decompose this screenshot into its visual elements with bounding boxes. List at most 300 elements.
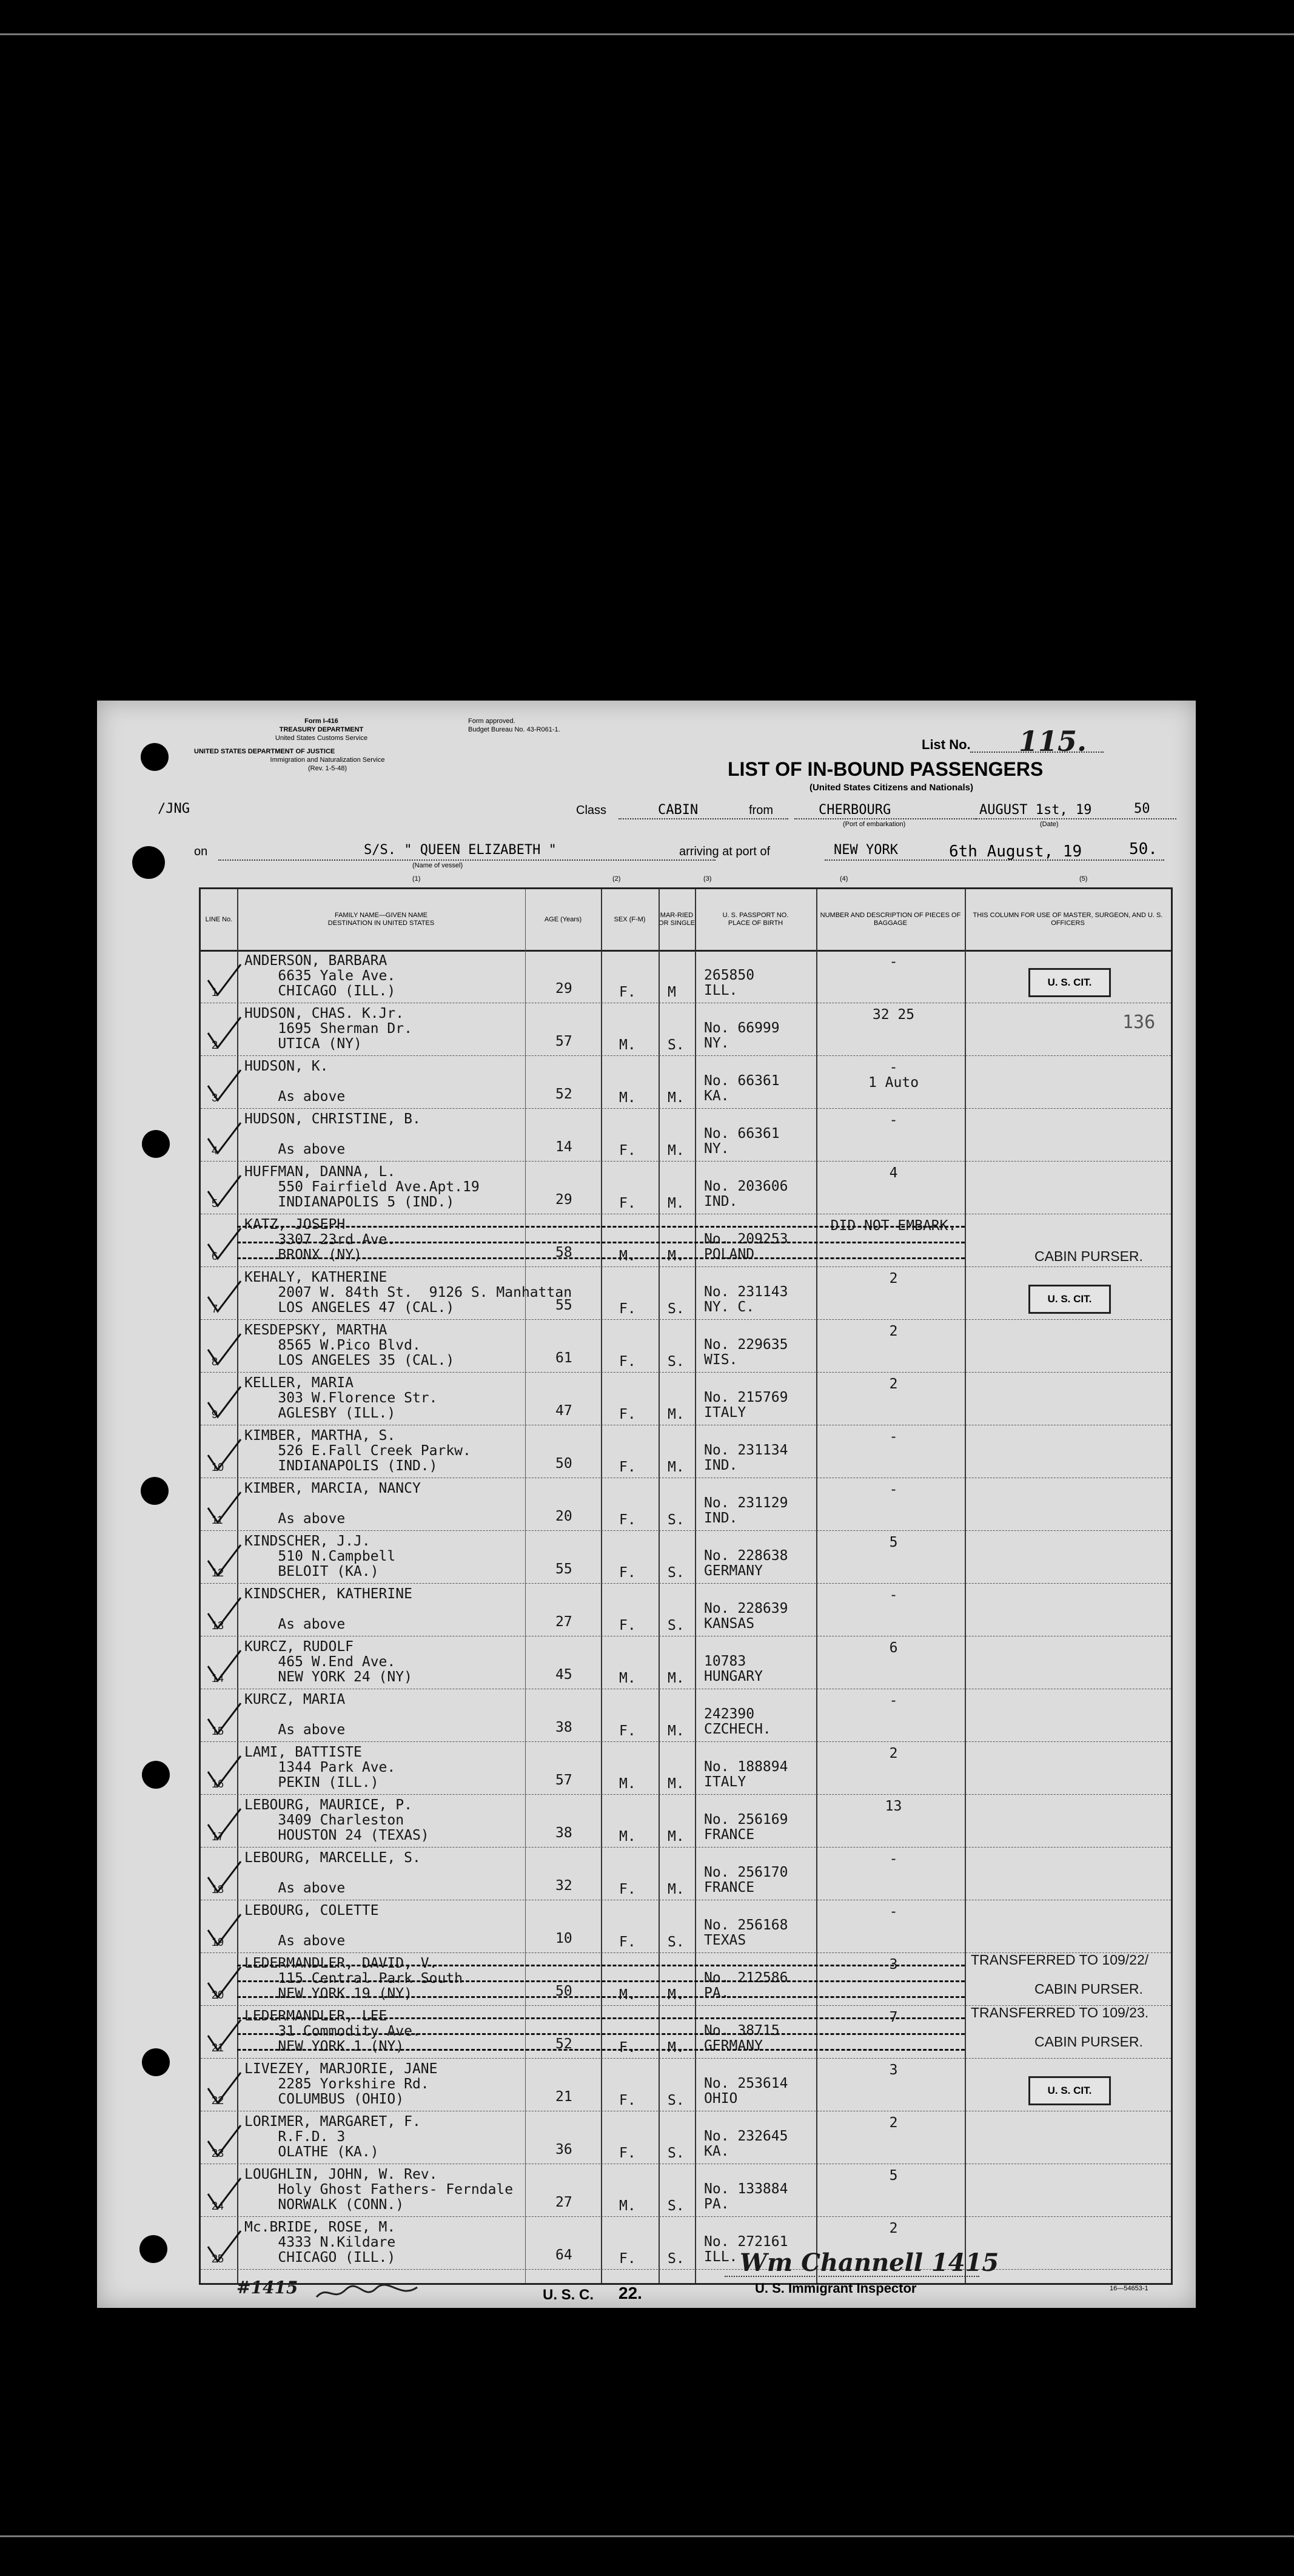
line-number: 8 bbox=[212, 1356, 218, 1368]
list-no-label: List No. bbox=[922, 737, 971, 752]
marital-cell: M. bbox=[668, 1143, 685, 1159]
us-citizen-stamp: U. S. CIT. bbox=[1028, 968, 1111, 997]
passenger-name-address: ANDERSON, BARBARA 6635 Yale Ave. CHICAGO (ILL.) bbox=[244, 953, 396, 999]
passport-birthplace: 10783 HUNGARY bbox=[704, 1653, 763, 1684]
line-number: 21 bbox=[212, 2042, 224, 2054]
passenger-name-address: LIVEZEY, MARJORIE, JANE 2285 Yorkshire Rd. COLUMBUS (OHIO) bbox=[244, 2061, 438, 2107]
line-number: 9 bbox=[212, 1408, 218, 1421]
passenger-list-form bbox=[97, 701, 1196, 2308]
date-caption: (Date) bbox=[1040, 821, 1059, 828]
sex-cell: M. bbox=[619, 1090, 636, 1106]
strikethrough-line bbox=[237, 2033, 965, 2035]
list-no-value: 115. bbox=[1019, 725, 1087, 758]
punch-hole bbox=[142, 2048, 170, 2076]
from-line bbox=[794, 818, 976, 819]
passenger-name-address: LEDERMANDLER, DAVID, V. 115 Central Park South NEW YORK 19 (NY) bbox=[244, 1956, 463, 2002]
line-number: 23 bbox=[212, 2147, 224, 2159]
line-number: 12 bbox=[212, 1567, 224, 1579]
date-line bbox=[976, 818, 1176, 819]
sex-cell: F. bbox=[619, 1882, 636, 1897]
usc-label: U. S. C. bbox=[543, 2287, 594, 2303]
passport-birthplace: No. 203606 IND. bbox=[704, 1179, 788, 1209]
table-row bbox=[201, 2058, 1171, 2111]
checkmark-icon bbox=[206, 1384, 242, 1421]
strikethrough-line bbox=[237, 1257, 965, 1259]
inspector-label: U. S. Immigrant Inspector bbox=[755, 2281, 917, 2296]
punch-hole bbox=[141, 1477, 169, 1505]
checkmark-icon bbox=[206, 1859, 242, 1895]
sex-cell: M. bbox=[619, 2198, 636, 2214]
table-row bbox=[201, 1161, 1171, 1214]
form-subtitle: (United States Citizens and Nationals) bbox=[809, 782, 974, 793]
checkmark-icon bbox=[206, 1173, 242, 1209]
line-number: 20 bbox=[212, 1989, 224, 2001]
table-row bbox=[201, 1530, 1171, 1584]
age-cell: 29 bbox=[555, 1192, 572, 1208]
table-row bbox=[201, 1741, 1171, 1795]
passport-birthplace: No. 229635 WIS. bbox=[704, 1337, 788, 1368]
usc-count: 22. bbox=[619, 2284, 642, 2302]
age-cell: 27 bbox=[555, 2194, 572, 2210]
sex-cell: F. bbox=[619, 984, 636, 1000]
col-num-1: (1) bbox=[412, 875, 421, 883]
sex-cell: F. bbox=[619, 1723, 636, 1739]
transfer-note: TRANSFERRED TO 109/23. bbox=[971, 2005, 1149, 2020]
table-row bbox=[201, 1055, 1171, 1109]
strikethrough-line bbox=[237, 1996, 965, 1998]
sex-cell: F. bbox=[619, 1354, 636, 1370]
marital-cell: M. bbox=[668, 1248, 685, 1264]
sex-cell: F. bbox=[619, 1565, 636, 1581]
age-cell: 32 bbox=[555, 1878, 572, 1894]
passenger-name-address: KESDEPSKY, MARTHA 8565 W.Pico Blvd. LOS ANGELES 35 (CAL.) bbox=[244, 1322, 455, 1368]
gpo-code: 16—54653-1 bbox=[1110, 2285, 1148, 2292]
passenger-name-address: HUDSON, K. As above bbox=[244, 1058, 346, 1105]
passport-birthplace: No. 231143 NY. C. bbox=[704, 1284, 788, 1315]
cabin-purser-note: CABIN PURSER. bbox=[1034, 1981, 1143, 1997]
age-cell: 45 bbox=[555, 1667, 572, 1683]
passenger-name-address: LORIMER, MARGARET, F. R.F.D. 3 OLATHE (KA.) bbox=[244, 2114, 421, 2160]
line-number: 1 bbox=[212, 986, 218, 998]
passport-birthplace: 242390 CZCHECH. bbox=[704, 1706, 771, 1737]
age-cell: 50 bbox=[555, 1456, 572, 1471]
table-row bbox=[201, 1425, 1171, 1478]
age-cell: 38 bbox=[555, 1825, 572, 1841]
punch-hole bbox=[142, 1761, 170, 1789]
passport-birthplace: No. 228638 GERMANY bbox=[704, 1548, 788, 1579]
age-cell: 27 bbox=[555, 1614, 572, 1630]
line-number: 17 bbox=[212, 1831, 224, 1843]
passport-birthplace: 265850 ILL. bbox=[704, 967, 755, 998]
us-citizen-stamp: U. S. CIT. bbox=[1028, 2076, 1111, 2105]
passenger-name-address: LAMI, BATTISTE 1344 Park Ave. PEKIN (ILL.) bbox=[244, 1744, 396, 1791]
line-number: 4 bbox=[212, 1145, 218, 1157]
from-value: CHERBOURG bbox=[819, 802, 891, 818]
checkmark-icon bbox=[206, 1648, 242, 1684]
punch-hole bbox=[132, 846, 165, 879]
passport-birthplace: No. 133884 PA. bbox=[704, 2181, 788, 2212]
line-number: 25 bbox=[212, 2253, 224, 2265]
treasury-dept: TREASURY DEPARTMENT bbox=[279, 726, 364, 733]
age-cell: 52 bbox=[555, 2036, 572, 2052]
passenger-name-address: KURCZ, MARIA As above bbox=[244, 1692, 346, 1738]
passport-birthplace: No. 188894 ITALY bbox=[704, 1759, 788, 1790]
col-num-4: (4) bbox=[840, 875, 848, 883]
sex-cell: F. bbox=[619, 2093, 636, 2108]
table-row bbox=[201, 2005, 1171, 2059]
passport-birthplace: No. 228639 KANSAS bbox=[704, 1601, 788, 1632]
scan-border-top bbox=[0, 33, 1294, 35]
col-num-5: (5) bbox=[1079, 875, 1088, 883]
passport-birthplace: No. 66361 NY. bbox=[704, 1126, 780, 1157]
handwritten-initials bbox=[315, 2284, 418, 2302]
strikethrough-line bbox=[237, 1242, 965, 1243]
punch-hole bbox=[142, 1130, 170, 1158]
marital-cell: M. bbox=[668, 1882, 685, 1897]
passenger-name-address: KEHALY, KATHERINE 2007 W. 84th St. 9126 S. Manhattan LOS ANGELES 47 (CAL.) bbox=[244, 1270, 572, 1316]
transfer-note: TRANSFERRED TO 109/22/ bbox=[971, 1952, 1149, 1968]
line-number: 13 bbox=[212, 1619, 224, 1632]
checkmark-icon bbox=[206, 1490, 242, 1526]
marital-cell: S. bbox=[668, 1512, 685, 1528]
passenger-table bbox=[199, 887, 1173, 2285]
checkmark-icon bbox=[206, 1701, 242, 1737]
marital-cell: M. bbox=[668, 1829, 685, 1845]
col-num-2: (2) bbox=[612, 875, 621, 883]
sex-cell: F. bbox=[619, 1301, 636, 1317]
checkmark-icon bbox=[206, 1068, 242, 1104]
baggage-cell: - bbox=[889, 954, 898, 970]
table-row bbox=[201, 1266, 1171, 1320]
vessel-line bbox=[218, 859, 716, 861]
cabin-purser-note: CABIN PURSER. bbox=[1034, 1248, 1143, 1264]
marital-cell: S. bbox=[668, 1565, 685, 1581]
marital-cell: S. bbox=[668, 2251, 685, 2267]
line-number: 18 bbox=[212, 1883, 224, 1895]
baggage-cell: - bbox=[889, 1904, 898, 1920]
baggage-cell: - bbox=[889, 1587, 898, 1603]
sex-cell: F. bbox=[619, 2251, 636, 2267]
header-line-no: LINE No. bbox=[205, 915, 233, 923]
passenger-name-address: LOUGHLIN, JOHN, W. Rev. Holy Ghost Fathers- Ferndale NORWALK (CONN.) bbox=[244, 2167, 514, 2213]
strikethrough-line bbox=[237, 1980, 965, 1982]
marital-cell: S. bbox=[668, 1301, 685, 1317]
table-row bbox=[201, 1003, 1171, 1056]
budget-bureau: Budget Bureau No. 43-R061-1. bbox=[468, 726, 560, 733]
class-line bbox=[619, 818, 788, 819]
form-approved: Form approved. bbox=[468, 718, 515, 725]
passport-birthplace: No. 253614 OHIO bbox=[704, 2076, 788, 2107]
line-number: 15 bbox=[212, 1725, 224, 1737]
passenger-name-address: HUFFMAN, DANNA, L. 550 Fairfield Ave.Apt.19 INDIANAPOLIS 5 (IND.) bbox=[244, 1164, 480, 1210]
strikethrough-line bbox=[237, 2017, 965, 2019]
passenger-name-address: Mc.BRIDE, ROSE, M. 4333 N.Kildare CHICAGO (ILL.) bbox=[244, 2219, 396, 2265]
baggage-cell: 2 bbox=[889, 1376, 898, 1392]
line-number: 10 bbox=[212, 1461, 224, 1473]
baggage-cell: 7 bbox=[889, 2009, 898, 2025]
table-row bbox=[201, 1636, 1171, 1689]
vessel-name: S/S. " QUEEN ELIZABETH " bbox=[364, 842, 557, 858]
checkmark-icon bbox=[206, 1754, 242, 1790]
line-number: 11 bbox=[212, 1514, 223, 1526]
age-cell: 57 bbox=[555, 1772, 572, 1788]
baggage-cell: 4 bbox=[889, 1165, 898, 1181]
marital-cell: M. bbox=[668, 1723, 685, 1739]
table-row bbox=[201, 1794, 1171, 1848]
sex-cell: F. bbox=[619, 1459, 636, 1475]
form-title: LIST OF IN-BOUND PASSENGERS bbox=[728, 758, 1044, 780]
ins-service: Immigration and Naturalization Service bbox=[270, 756, 385, 764]
age-cell: 57 bbox=[555, 1034, 572, 1049]
baggage-cell: 5 bbox=[889, 2168, 898, 2184]
age-cell: 38 bbox=[555, 1720, 572, 1735]
table-row bbox=[201, 1847, 1171, 1900]
line-number: 3 bbox=[212, 1092, 218, 1104]
arrival-port: NEW YORK bbox=[834, 842, 898, 858]
passenger-name-address: HUDSON, CHAS. K.Jr. 1695 Sherman Dr. UTICA (NY) bbox=[244, 1006, 412, 1052]
baggage-cell: 13 bbox=[885, 1798, 902, 1814]
passenger-name-address: KATZ, JOSEPH 3307 23rd Ave. BRONX (NY) bbox=[244, 1217, 396, 1263]
checkmark-icon bbox=[206, 1806, 242, 1843]
passenger-name-address: KIMBER, MARTHA, S. 526 E.Fall Creek Parkw. INDIANAPOLIS (IND.) bbox=[244, 1428, 471, 1474]
marital-cell: S. bbox=[668, 2093, 685, 2108]
passport-birthplace: No. 256170 FRANCE bbox=[704, 1865, 788, 1895]
baggage-cell: - 1 Auto bbox=[868, 1060, 919, 1091]
handwritten-list-ref: #1415 bbox=[236, 2278, 298, 2298]
officer-note: 136 bbox=[1122, 1012, 1156, 1033]
checkmark-icon bbox=[206, 2070, 242, 2107]
marital-cell: M bbox=[668, 984, 676, 1000]
baggage-cell: 5 bbox=[889, 1535, 898, 1550]
marital-cell: S. bbox=[668, 2145, 685, 2161]
passport-birthplace: No. 66361 KA. bbox=[704, 1073, 780, 1104]
form-revision: (Rev. 1-5-48) bbox=[308, 765, 347, 772]
age-cell: 64 bbox=[555, 2247, 572, 2263]
sex-cell: F. bbox=[619, 1934, 636, 1950]
baggage-cell: 2 bbox=[889, 1746, 898, 1761]
age-cell: 20 bbox=[555, 1508, 572, 1524]
cabin-purser-note: CABIN PURSER. bbox=[1034, 2034, 1143, 2050]
passenger-name-address: KIMBER, MARCIA, NANCY As above bbox=[244, 1481, 421, 1527]
age-cell: 36 bbox=[555, 2142, 572, 2157]
marital-cell: M. bbox=[668, 1459, 685, 1475]
header-age: AGE (Years) bbox=[544, 915, 582, 923]
sex-cell: F. bbox=[619, 1512, 636, 1528]
table-row bbox=[201, 1689, 1171, 1742]
marital-cell: M. bbox=[668, 1196, 685, 1211]
sex-cell: M. bbox=[619, 1248, 636, 1264]
sex-cell: F. bbox=[619, 1196, 636, 1211]
passport-birthplace: No. 231129 IND. bbox=[704, 1495, 788, 1526]
checkmark-icon bbox=[206, 1015, 242, 1051]
age-cell: 61 bbox=[555, 1350, 572, 1366]
arrival-date: 6th August, 19 bbox=[949, 842, 1082, 861]
sex-cell: F. bbox=[619, 1618, 636, 1633]
passenger-name-address: HUDSON, CHRISTINE, B. As above bbox=[244, 1111, 421, 1157]
age-cell: 29 bbox=[555, 981, 572, 997]
passport-birthplace: No. 272161 ILL. bbox=[704, 2234, 788, 2265]
strikethrough-line bbox=[237, 1226, 965, 1228]
marital-cell: S. bbox=[668, 1037, 685, 1053]
header-married: MAR-RIED OR SINGLE bbox=[659, 912, 695, 927]
baggage-cell: 2 bbox=[889, 2115, 898, 2131]
passenger-name-address: KINDSCHER, J.J. 510 N.Campbell BELOIT (KA.) bbox=[244, 1533, 396, 1579]
line-number: 5 bbox=[212, 1197, 218, 1209]
from-label: from bbox=[749, 804, 773, 817]
sex-cell: M. bbox=[619, 1776, 636, 1792]
sex-cell: M. bbox=[619, 1829, 636, 1845]
scan-border-bottom bbox=[0, 2535, 1294, 2537]
line-number: 16 bbox=[212, 1778, 224, 1790]
checkmark-icon bbox=[206, 1279, 242, 1315]
marital-cell: M. bbox=[668, 1407, 685, 1422]
form-number: Form I-416 bbox=[304, 718, 338, 725]
customs-service: United States Customs Service bbox=[275, 735, 368, 742]
strikethrough-line bbox=[237, 2049, 965, 2051]
line-number: 19 bbox=[212, 1936, 224, 1948]
departure-year: 50 bbox=[1134, 801, 1150, 816]
marital-cell: S. bbox=[668, 1354, 685, 1370]
passenger-name-address: LEBOURG, MARCELLE, S. As above bbox=[244, 1850, 421, 1896]
passenger-name-address: KURCZ, RUDOLF 465 W.End Ave. NEW YORK 24 (NY) bbox=[244, 1639, 412, 1685]
departure-date: AUGUST 1st, 19 bbox=[979, 802, 1092, 818]
sex-cell: M. bbox=[619, 1987, 636, 2003]
table-row bbox=[201, 1214, 1171, 1267]
on-label: on bbox=[194, 845, 208, 858]
line-number: 22 bbox=[212, 2094, 224, 2107]
col-num-3: (3) bbox=[703, 875, 712, 883]
baggage-cell: 2 bbox=[889, 1323, 898, 1339]
sex-cell: F. bbox=[619, 2145, 636, 2161]
passenger-name-address: LEBOURG, COLETTE As above bbox=[244, 1903, 379, 1949]
baggage-cell: 2 bbox=[889, 2221, 898, 2236]
passport-birthplace: No. 231134 IND. bbox=[704, 1442, 788, 1473]
passport-birthplace: No. 66999 NY. bbox=[704, 1020, 780, 1051]
passport-birthplace: No. 215769 ITALY bbox=[704, 1390, 788, 1421]
table-row bbox=[201, 2216, 1171, 2270]
checkmark-icon bbox=[206, 1542, 242, 1579]
marital-cell: M. bbox=[668, 1776, 685, 1792]
port-caption: (Port of embarkation) bbox=[843, 821, 906, 828]
baggage-cell: DID NOT EMBARK. bbox=[830, 1218, 957, 1234]
baggage-cell: 32 25 bbox=[872, 1007, 915, 1023]
vessel-caption: (Name of vessel) bbox=[412, 862, 463, 869]
sex-cell: F. bbox=[619, 1143, 636, 1159]
checkmark-icon bbox=[206, 2123, 242, 2159]
line-number: 7 bbox=[212, 1303, 218, 1315]
age-cell: 10 bbox=[555, 1931, 572, 1946]
marital-cell: M. bbox=[668, 1090, 685, 1106]
passenger-name-address: LEBOURG, MAURICE, P. 3409 Charleston HOUSTON 24 (TEXAS) bbox=[244, 1797, 429, 1843]
inspector-signature: Wm Channell 1415 bbox=[740, 2248, 999, 2277]
table-row bbox=[201, 1372, 1171, 1425]
table-row bbox=[201, 950, 1171, 1003]
checkmark-icon bbox=[206, 1912, 242, 1948]
justice-dept: UNITED STATES DEPARTMENT OF JUSTICE bbox=[194, 748, 335, 755]
baggage-cell: 3 bbox=[889, 1957, 898, 1972]
us-citizen-stamp: U. S. CIT. bbox=[1028, 1285, 1111, 1314]
passenger-name-address: KELLER, MARIA 303 W.Florence Str. AGLESBY (ILL.) bbox=[244, 1375, 438, 1421]
checkmark-icon bbox=[206, 1120, 242, 1157]
age-cell: 21 bbox=[555, 2089, 572, 2105]
table-row bbox=[201, 1478, 1171, 1531]
table-row bbox=[201, 2111, 1171, 2164]
age-cell: 14 bbox=[555, 1139, 572, 1155]
age-cell: 52 bbox=[555, 1086, 572, 1102]
punch-hole bbox=[139, 2235, 167, 2263]
passport-birthplace: No. 232645 KA. bbox=[704, 2128, 788, 2159]
marital-cell: M. bbox=[668, 1670, 685, 1686]
baggage-cell: 3 bbox=[889, 2062, 898, 2078]
passport-birthplace: No. 38715 GERMANY bbox=[704, 2023, 780, 2054]
table-row bbox=[201, 1952, 1171, 2006]
header-passport: U. S. PASSPORT NO. PLACE OF BIRTH bbox=[722, 912, 789, 927]
line-number: 14 bbox=[212, 1672, 224, 1684]
arriving-label: arriving at port of bbox=[679, 845, 771, 858]
passenger-name-address: LEDERMANDLER, LEE 31 Commodity Ave. NEW YORK 1 (NY) bbox=[244, 2008, 421, 2054]
age-cell: 47 bbox=[555, 1403, 572, 1419]
age-cell: 55 bbox=[555, 1297, 572, 1313]
passenger-name-address: KINDSCHER, KATHERINE As above bbox=[244, 1586, 412, 1632]
header-sex: SEX (F-M) bbox=[614, 915, 646, 923]
baggage-cell: 2 bbox=[889, 1271, 898, 1286]
marital-cell: S. bbox=[668, 2198, 685, 2214]
baggage-cell: - bbox=[889, 1851, 898, 1867]
checkmark-icon bbox=[206, 1965, 242, 2001]
passport-birthplace: No. 212586 PA. bbox=[704, 1970, 788, 2001]
baggage-cell: - bbox=[889, 1693, 898, 1709]
header-baggage: NUMBER AND DESCRIPTION OF PIECES OF BAGGAGE bbox=[820, 912, 961, 927]
age-cell: 58 bbox=[555, 1245, 572, 1260]
marital-cell: S. bbox=[668, 1618, 685, 1633]
line-number: 6 bbox=[212, 1250, 218, 1262]
checkmark-icon bbox=[206, 1331, 242, 1368]
table-row bbox=[201, 1900, 1171, 1953]
strikethrough-line bbox=[237, 1965, 965, 1966]
class-value: CABIN bbox=[658, 802, 699, 818]
table-row bbox=[201, 1108, 1171, 1162]
line-number: 24 bbox=[212, 2200, 224, 2212]
class-label: Class bbox=[576, 804, 607, 817]
arrival-year: 50. bbox=[1129, 840, 1158, 858]
checkmark-icon bbox=[206, 1595, 242, 1632]
sex-cell: M. bbox=[619, 1037, 636, 1053]
passport-birthplace: No. 256169 FRANCE bbox=[704, 1812, 788, 1843]
marital-cell: S. bbox=[668, 1934, 685, 1950]
baggage-cell: - bbox=[889, 1482, 898, 1498]
checkmark-icon bbox=[206, 962, 242, 998]
checkmark-icon bbox=[206, 1226, 242, 1262]
sex-cell: F. bbox=[619, 1407, 636, 1422]
baggage-cell: - bbox=[889, 1112, 898, 1128]
checkmark-icon bbox=[206, 2228, 242, 2265]
punch-hole bbox=[141, 743, 169, 771]
passport-birthplace: No. 256168 TEXAS bbox=[704, 1917, 788, 1948]
clerk-initials: /JNG bbox=[158, 801, 190, 816]
header-officers: THIS COLUMN FOR USE OF MASTER, SURGEON, AND U. S. OFFICERS bbox=[973, 912, 1163, 927]
table-row bbox=[201, 2164, 1171, 2217]
age-cell: 55 bbox=[555, 1561, 572, 1577]
sex-cell: M. bbox=[619, 1670, 636, 1686]
marital-cell: M. bbox=[668, 2040, 685, 2056]
baggage-cell: - bbox=[889, 1429, 898, 1445]
marital-cell: M. bbox=[668, 1987, 685, 2003]
table-row bbox=[201, 1319, 1171, 1373]
checkmark-icon bbox=[206, 2017, 242, 2054]
passport-birthplace: No. 209253 POLAND bbox=[704, 1231, 788, 1262]
baggage-cell: 6 bbox=[889, 1640, 898, 1656]
line-number: 2 bbox=[212, 1039, 218, 1051]
